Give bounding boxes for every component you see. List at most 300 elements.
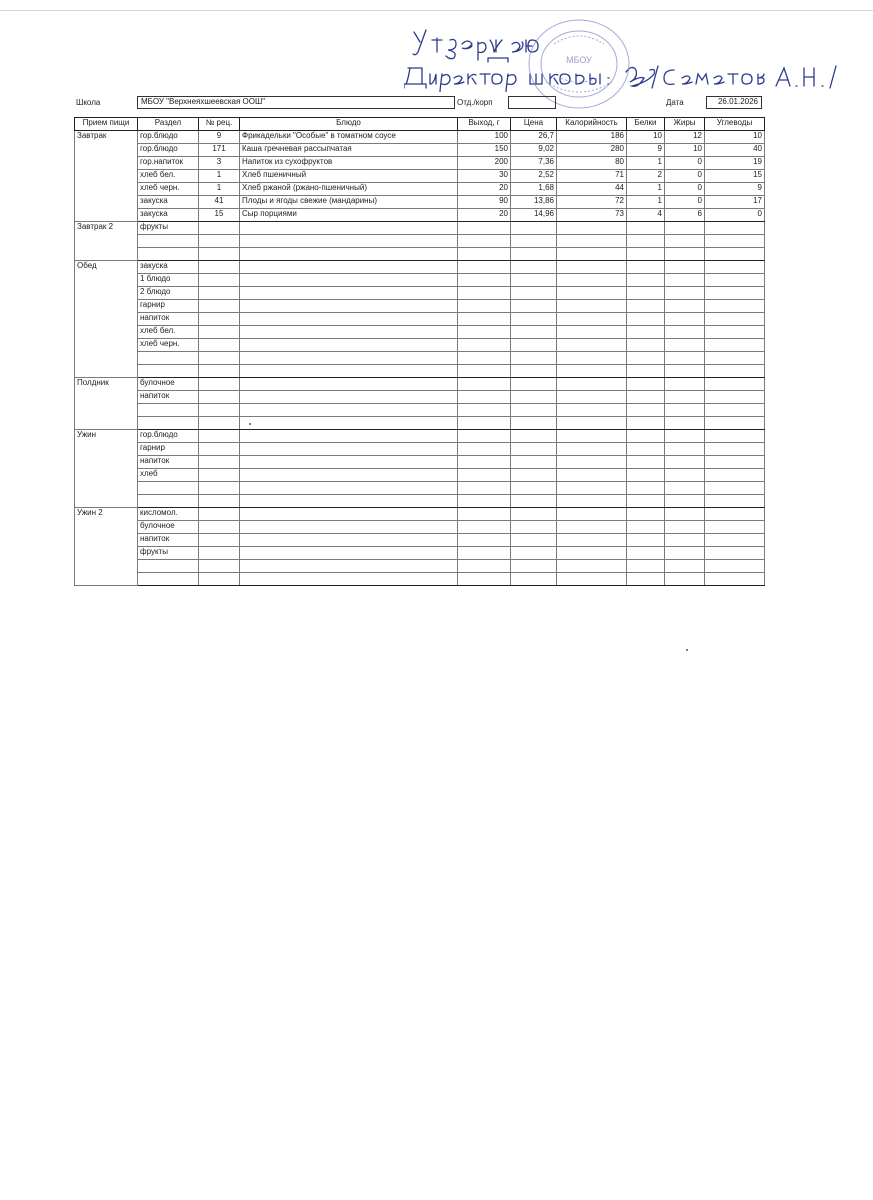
carbs-cell xyxy=(705,456,765,469)
protein-cell xyxy=(627,521,665,534)
recipe-number-cell: 15 xyxy=(199,209,240,222)
yield-cell xyxy=(458,326,511,339)
protein-cell xyxy=(627,235,665,248)
price-cell xyxy=(511,235,557,248)
calories-cell: 280 xyxy=(557,144,627,157)
date-label: Дата xyxy=(666,98,684,107)
recipe-number-cell xyxy=(199,352,240,365)
price-cell: 1,68 xyxy=(511,183,557,196)
dish-cell xyxy=(240,430,458,443)
calories-cell xyxy=(557,508,627,521)
recipe-number-cell xyxy=(199,274,240,287)
calories-cell xyxy=(557,378,627,391)
dish-cell xyxy=(240,326,458,339)
carbs-cell xyxy=(705,534,765,547)
section-cell: хлеб xyxy=(138,469,199,482)
section-cell xyxy=(138,352,199,365)
price-cell xyxy=(511,300,557,313)
dish-cell xyxy=(240,261,458,274)
column-header: Калорийность xyxy=(557,118,627,131)
dish-cell xyxy=(240,560,458,573)
dish-cell: Хлеб пшеничный xyxy=(240,170,458,183)
page-speck xyxy=(249,423,251,425)
table-row xyxy=(75,170,765,183)
section-cell: гарнир xyxy=(138,443,199,456)
dish-cell: Напиток из сухофруктов xyxy=(240,157,458,170)
fat-cell xyxy=(665,443,705,456)
carbs-cell: 9 xyxy=(705,183,765,196)
calories-cell xyxy=(557,430,627,443)
price-cell xyxy=(511,352,557,365)
section-cell: хлеб черн. xyxy=(138,183,199,196)
yield-cell: 150 xyxy=(458,144,511,157)
price-cell xyxy=(511,443,557,456)
column-header: Цена xyxy=(511,118,557,131)
dept-field xyxy=(508,96,556,109)
fat-cell: 10 xyxy=(665,144,705,157)
yield-cell xyxy=(458,378,511,391)
recipe-number-cell xyxy=(199,573,240,586)
section-cell: хлеб черн. xyxy=(138,339,199,352)
fat-cell: 0 xyxy=(665,183,705,196)
fat-cell xyxy=(665,339,705,352)
calories-cell xyxy=(557,222,627,235)
yield-cell xyxy=(458,313,511,326)
table-row xyxy=(75,339,765,352)
dish-cell xyxy=(240,469,458,482)
table-row xyxy=(75,495,765,508)
recipe-number-cell xyxy=(199,417,240,430)
carbs-cell xyxy=(705,482,765,495)
dish-cell: Плоды и ягоды свежие (мандарины) xyxy=(240,196,458,209)
protein-cell: 1 xyxy=(627,196,665,209)
column-header: Раздел xyxy=(138,118,199,131)
table-row xyxy=(75,235,765,248)
yield-cell xyxy=(458,248,511,261)
carbs-cell xyxy=(705,495,765,508)
calories-cell: 80 xyxy=(557,157,627,170)
calories-cell xyxy=(557,560,627,573)
dish-cell xyxy=(240,482,458,495)
price-cell xyxy=(511,313,557,326)
fat-cell xyxy=(665,235,705,248)
fat-cell xyxy=(665,508,705,521)
price-cell xyxy=(511,469,557,482)
carbs-cell xyxy=(705,326,765,339)
column-header: Углеводы xyxy=(705,118,765,131)
dish-cell: Сыр порциями xyxy=(240,209,458,222)
price-cell xyxy=(511,417,557,430)
protein-cell: 10 xyxy=(627,131,665,144)
column-header: Блюдо xyxy=(240,118,458,131)
price-cell xyxy=(511,456,557,469)
table-row xyxy=(75,157,765,170)
fat-cell xyxy=(665,560,705,573)
table-row xyxy=(75,508,765,521)
dish-cell xyxy=(240,339,458,352)
table-row xyxy=(75,443,765,456)
carbs-cell xyxy=(705,300,765,313)
section-cell: закуска xyxy=(138,209,199,222)
calories-cell xyxy=(557,469,627,482)
calories-cell: 71 xyxy=(557,170,627,183)
protein-cell xyxy=(627,222,665,235)
section-cell: гарнир xyxy=(138,300,199,313)
yield-cell xyxy=(458,261,511,274)
fat-cell: 12 xyxy=(665,131,705,144)
price-cell xyxy=(511,339,557,352)
section-cell: напиток xyxy=(138,313,199,326)
price-cell xyxy=(511,365,557,378)
section-cell: напиток xyxy=(138,534,199,547)
protein-cell xyxy=(627,274,665,287)
recipe-number-cell xyxy=(199,248,240,261)
calories-cell xyxy=(557,274,627,287)
table-row xyxy=(75,456,765,469)
table-row xyxy=(75,274,765,287)
calories-cell xyxy=(557,534,627,547)
carbs-cell: 40 xyxy=(705,144,765,157)
carbs-cell xyxy=(705,573,765,586)
dish-cell: Фрикадельки "Особые" в томатном соусе xyxy=(240,131,458,144)
recipe-number-cell xyxy=(199,339,240,352)
price-cell xyxy=(511,261,557,274)
protein-cell xyxy=(627,300,665,313)
dish-cell xyxy=(240,573,458,586)
protein-cell xyxy=(627,313,665,326)
price-cell: 9,02 xyxy=(511,144,557,157)
yield-cell xyxy=(458,404,511,417)
table-row xyxy=(75,248,765,261)
calories-cell xyxy=(557,417,627,430)
fat-cell: 0 xyxy=(665,196,705,209)
recipe-number-cell xyxy=(199,300,240,313)
price-cell xyxy=(511,495,557,508)
calories-cell xyxy=(557,287,627,300)
section-cell: 2 блюдо xyxy=(138,287,199,300)
protein-cell xyxy=(627,534,665,547)
recipe-number-cell xyxy=(199,404,240,417)
meal-name-cell: Ужин xyxy=(75,430,138,508)
protein-cell xyxy=(627,326,665,339)
yield-cell xyxy=(458,495,511,508)
carbs-cell xyxy=(705,443,765,456)
price-cell xyxy=(511,521,557,534)
fat-cell xyxy=(665,326,705,339)
recipe-number-cell xyxy=(199,222,240,235)
price-cell xyxy=(511,404,557,417)
yield-cell xyxy=(458,365,511,378)
table-row xyxy=(75,209,765,222)
carbs-cell xyxy=(705,521,765,534)
column-header: Белки xyxy=(627,118,665,131)
fat-cell xyxy=(665,300,705,313)
yield-cell xyxy=(458,339,511,352)
page-top-edge xyxy=(0,10,873,11)
yield-cell xyxy=(458,534,511,547)
calories-cell xyxy=(557,261,627,274)
meal-name-cell: Ужин 2 xyxy=(75,508,138,586)
calories-cell xyxy=(557,443,627,456)
protein-cell: 1 xyxy=(627,183,665,196)
recipe-number-cell xyxy=(199,313,240,326)
price-cell xyxy=(511,274,557,287)
dish-cell xyxy=(240,313,458,326)
dish-cell xyxy=(240,547,458,560)
fat-cell xyxy=(665,547,705,560)
section-cell: кисломол. xyxy=(138,508,199,521)
protein-cell: 9 xyxy=(627,144,665,157)
section-cell xyxy=(138,495,199,508)
fat-cell xyxy=(665,573,705,586)
dish-cell xyxy=(240,417,458,430)
dish-cell xyxy=(240,443,458,456)
protein-cell xyxy=(627,378,665,391)
menu-table xyxy=(74,117,765,586)
protein-cell xyxy=(627,482,665,495)
table-row xyxy=(75,326,765,339)
calories-cell: 186 xyxy=(557,131,627,144)
calories-cell: 73 xyxy=(557,209,627,222)
calories-cell xyxy=(557,352,627,365)
price-cell xyxy=(511,482,557,495)
table-row xyxy=(75,404,765,417)
section-cell: булочное xyxy=(138,521,199,534)
yield-cell: 20 xyxy=(458,209,511,222)
fat-cell xyxy=(665,313,705,326)
dish-cell xyxy=(240,287,458,300)
fat-cell: 0 xyxy=(665,157,705,170)
dish-cell xyxy=(240,456,458,469)
carbs-cell xyxy=(705,469,765,482)
fat-cell xyxy=(665,365,705,378)
fat-cell xyxy=(665,222,705,235)
carbs-cell xyxy=(705,248,765,261)
calories-cell: 44 xyxy=(557,183,627,196)
yield-cell: 90 xyxy=(458,196,511,209)
table-row xyxy=(75,131,765,144)
protein-cell xyxy=(627,365,665,378)
table-row xyxy=(75,560,765,573)
recipe-number-cell xyxy=(199,508,240,521)
carbs-cell xyxy=(705,391,765,404)
fat-cell: 0 xyxy=(665,170,705,183)
meal-name-cell: Полдник xyxy=(75,378,138,430)
table-row xyxy=(75,261,765,274)
price-cell xyxy=(511,534,557,547)
price-cell: 2,52 xyxy=(511,170,557,183)
yield-cell xyxy=(458,508,511,521)
fat-cell xyxy=(665,352,705,365)
recipe-number-cell: 1 xyxy=(199,170,240,183)
fat-cell xyxy=(665,378,705,391)
carbs-cell xyxy=(705,365,765,378)
fat-cell xyxy=(665,287,705,300)
protein-cell xyxy=(627,404,665,417)
recipe-number-cell: 9 xyxy=(199,131,240,144)
calories-cell xyxy=(557,313,627,326)
section-cell: закуска xyxy=(138,196,199,209)
section-cell: напиток xyxy=(138,391,199,404)
table-row xyxy=(75,352,765,365)
fat-cell xyxy=(665,534,705,547)
yield-cell xyxy=(458,430,511,443)
carbs-cell xyxy=(705,417,765,430)
fat-cell xyxy=(665,521,705,534)
yield-cell xyxy=(458,560,511,573)
yield-cell xyxy=(458,274,511,287)
yield-cell: 30 xyxy=(458,170,511,183)
dish-cell xyxy=(240,378,458,391)
section-cell xyxy=(138,248,199,261)
protein-cell xyxy=(627,248,665,261)
protein-cell xyxy=(627,287,665,300)
carbs-cell xyxy=(705,430,765,443)
table-row xyxy=(75,469,765,482)
table-header xyxy=(75,118,765,131)
yield-cell xyxy=(458,443,511,456)
section-cell: хлеб бел. xyxy=(138,326,199,339)
calories-cell: 72 xyxy=(557,196,627,209)
price-cell: 7,36 xyxy=(511,157,557,170)
yield-cell: 100 xyxy=(458,131,511,144)
calories-cell xyxy=(557,235,627,248)
yield-cell xyxy=(458,417,511,430)
yield-cell xyxy=(458,469,511,482)
carbs-cell xyxy=(705,235,765,248)
yield-cell xyxy=(458,456,511,469)
section-cell xyxy=(138,573,199,586)
protein-cell xyxy=(627,456,665,469)
section-cell: булочное xyxy=(138,378,199,391)
calories-cell xyxy=(557,547,627,560)
price-cell xyxy=(511,508,557,521)
table-row xyxy=(75,391,765,404)
recipe-number-cell xyxy=(199,391,240,404)
dish-cell xyxy=(240,534,458,547)
dish-cell: Каша гречневая рассыпчатая xyxy=(240,144,458,157)
dept-label: Отд./корп xyxy=(457,98,493,107)
price-cell: 26,7 xyxy=(511,131,557,144)
protein-cell: 4 xyxy=(627,209,665,222)
calories-cell xyxy=(557,456,627,469)
section-cell: гор.напиток xyxy=(138,157,199,170)
carbs-cell: 15 xyxy=(705,170,765,183)
carbs-cell: 0 xyxy=(705,209,765,222)
yield-cell xyxy=(458,391,511,404)
fat-cell xyxy=(665,391,705,404)
table-row xyxy=(75,573,765,586)
protein-cell xyxy=(627,573,665,586)
table-row xyxy=(75,417,765,430)
section-cell xyxy=(138,482,199,495)
column-header: Жиры xyxy=(665,118,705,131)
protein-cell xyxy=(627,391,665,404)
carbs-cell: 10 xyxy=(705,131,765,144)
recipe-number-cell xyxy=(199,482,240,495)
protein-cell: 1 xyxy=(627,157,665,170)
section-cell xyxy=(138,417,199,430)
school-name-field: МБОУ "Верхнеяхшеевская ООШ" xyxy=(137,96,455,109)
recipe-number-cell xyxy=(199,547,240,560)
fat-cell xyxy=(665,430,705,443)
table-row xyxy=(75,313,765,326)
table-row xyxy=(75,183,765,196)
fat-cell xyxy=(665,274,705,287)
carbs-cell xyxy=(705,560,765,573)
protein-cell xyxy=(627,261,665,274)
carbs-cell xyxy=(705,547,765,560)
table-row xyxy=(75,300,765,313)
protein-cell xyxy=(627,417,665,430)
price-cell: 14,96 xyxy=(511,209,557,222)
price-cell xyxy=(511,560,557,573)
column-header: Прием пищи xyxy=(75,118,138,131)
table-row xyxy=(75,144,765,157)
recipe-number-cell: 171 xyxy=(199,144,240,157)
carbs-cell xyxy=(705,339,765,352)
section-cell xyxy=(138,235,199,248)
date-field: 26.01.2026 xyxy=(706,96,762,109)
fat-cell xyxy=(665,482,705,495)
carbs-cell: 19 xyxy=(705,157,765,170)
carbs-cell xyxy=(705,404,765,417)
recipe-number-cell xyxy=(199,534,240,547)
table-row xyxy=(75,287,765,300)
yield-cell xyxy=(458,235,511,248)
dish-cell xyxy=(240,274,458,287)
fat-cell xyxy=(665,469,705,482)
calories-cell xyxy=(557,339,627,352)
carbs-cell xyxy=(705,261,765,274)
dish-cell xyxy=(240,235,458,248)
yield-cell xyxy=(458,352,511,365)
section-cell: гор.блюдо xyxy=(138,430,199,443)
calories-cell xyxy=(557,248,627,261)
yield-cell xyxy=(458,222,511,235)
section-cell xyxy=(138,365,199,378)
recipe-number-cell xyxy=(199,469,240,482)
yield-cell: 200 xyxy=(458,157,511,170)
meal-name-cell: Завтрак xyxy=(75,131,138,222)
calories-cell xyxy=(557,391,627,404)
page-speck xyxy=(686,649,688,651)
carbs-cell: 17 xyxy=(705,196,765,209)
dish-cell xyxy=(240,404,458,417)
price-cell xyxy=(511,248,557,261)
yield-cell xyxy=(458,521,511,534)
calories-cell xyxy=(557,326,627,339)
dish-cell xyxy=(240,391,458,404)
price-cell xyxy=(511,573,557,586)
protein-cell xyxy=(627,469,665,482)
table-row xyxy=(75,547,765,560)
calories-cell xyxy=(557,404,627,417)
meal-name-cell: Завтрак 2 xyxy=(75,222,138,261)
price-cell: 13,86 xyxy=(511,196,557,209)
fat-cell xyxy=(665,456,705,469)
column-header: № рец. xyxy=(199,118,240,131)
protein-cell xyxy=(627,547,665,560)
carbs-cell xyxy=(705,352,765,365)
svg-text:МБОУ: МБОУ xyxy=(566,55,592,65)
carbs-cell xyxy=(705,287,765,300)
protein-cell xyxy=(627,508,665,521)
price-cell xyxy=(511,430,557,443)
recipe-number-cell: 41 xyxy=(199,196,240,209)
yield-cell xyxy=(458,300,511,313)
calories-cell xyxy=(557,365,627,378)
